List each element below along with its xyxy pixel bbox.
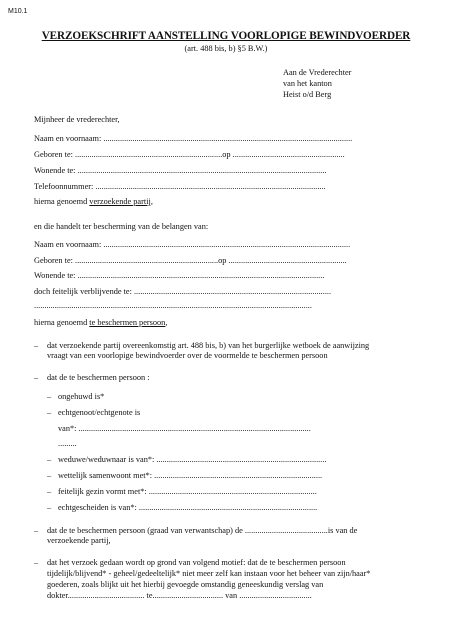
clause-4-line-1: dat het verzoek gedaan wordt op grond van volgend motief: dat de te beschermen persoon (47, 558, 346, 567)
protected-birth-field[interactable]: Geboren te: .....................................................................op ......................................................... (34, 256, 347, 265)
clause-1-line-1: dat verzoekende partij overeenkomstig art. 488 bis, b) van het burgerlijke wetboek de aanwijzing (47, 341, 370, 350)
applicant-designation (34, 197, 153, 206)
document-code: M10.1 (8, 8, 28, 15)
clause-2-text: dat de te beschermen persoon : (47, 373, 150, 382)
clause-2-bullet: – (34, 373, 39, 382)
address-line-1: Aan de Vrederechter (283, 68, 352, 77)
document-subtitle: (art. 488 bis, b) §5 B.W.) (184, 44, 268, 53)
applicant-name-field[interactable]: Naam en voornaam: ........................................................................................................................ (34, 134, 353, 143)
protected-designation (34, 318, 167, 327)
applicant-phone-field[interactable]: Telefoonnummer: ............................................................................................................... (34, 182, 326, 191)
protection-intro: en die handelt ter bescherming van de belangen van: (34, 222, 209, 231)
option-cohabit-bullet: – (47, 471, 52, 480)
salutation: Mijnheer de vrederechter, (34, 115, 120, 124)
option-divorced-bullet: – (47, 503, 52, 512)
protected-stay-continuation[interactable]: ...................................................................................................................................... (34, 301, 312, 310)
spouse-of-field[interactable]: van*: ................................................................................................................ (58, 424, 311, 433)
option-divorced[interactable]: echtgescheiden is van*: ...................................................................................... (58, 503, 318, 512)
option-spouse-bullet: – (47, 408, 52, 417)
option-household[interactable]: feitelijk gezin vormt met*: ................................................................................. (58, 487, 317, 496)
address-line-3: Heist o/d Berg (283, 90, 332, 99)
document-title: VERZOEKSCHRIFT AANSTELLING VOORLOPIGE BEWINDVOERDER (41, 30, 411, 42)
designation-suffix: , (165, 318, 168, 327)
clause-4-line-3: goederen, zoals blijkt uit het hierbij gevoegde omstandig geneeskundig verslag van (47, 580, 324, 589)
clause-3-bullet: – (34, 526, 39, 535)
protected-name-field[interactable]: Naam en voornaam: ....................................................................................................................... (34, 240, 351, 249)
address-line-2: van het kanton (283, 79, 332, 88)
option-spouse[interactable]: echtgenoot/echtgenote is (58, 408, 141, 417)
designation-term: verzoekende partij (89, 197, 151, 206)
clause-4-bullet: – (34, 558, 39, 567)
option-widow[interactable]: weduwe/weduwnaar is van*: .................................................................................. (58, 455, 327, 464)
clause-1-bullet: – (34, 341, 39, 350)
spouse-of-continuation[interactable]: ......... (58, 439, 77, 448)
designation-suffix: , (150, 197, 153, 206)
clause-3-line-2: verzoekende partij, (47, 536, 111, 545)
protected-stay-field[interactable]: doch feitelijk verblijvende te: ............................................................................................... (34, 287, 332, 296)
option-widow-bullet: – (47, 455, 52, 464)
clause-1-line-2: vraagt van een voorlopige bewindvoerder over de voormelde te beschermen persoon (47, 351, 328, 360)
designation-prefix: hierna genoemd (34, 197, 90, 206)
option-cohabit[interactable]: wettelijk samenwoont met*: ................................................................................. (58, 471, 323, 480)
designation-prefix: hierna genoemd (34, 318, 90, 327)
clause-4-line-2: tijdelijk/blijvend* - geheel/gedeeltelijk* niet meer zelf kan instaan voor het beheer van zijn/haar* (47, 569, 371, 578)
designation-term: te beschermen persoon (89, 318, 166, 327)
clause-3-line-1[interactable]: dat de te beschermen persoon (graad van verwantschap) de ........................................is van de (47, 526, 358, 535)
clause-4-line-4[interactable]: dokter..................................... te.................................. van ................................... (47, 591, 312, 600)
protected-residence-field[interactable]: Wonende te: ....................................................................................................................... (34, 271, 325, 280)
option-household-bullet: – (47, 487, 52, 496)
option-unmarried-bullet: – (47, 392, 52, 401)
applicant-birth-field[interactable]: Geboren te: .......................................................................op ...................................................... (34, 150, 345, 159)
applicant-residence-field[interactable]: Wonende te: ........................................................................................................................ (34, 166, 327, 175)
option-unmarried[interactable]: ongehuwd is* (58, 392, 105, 401)
